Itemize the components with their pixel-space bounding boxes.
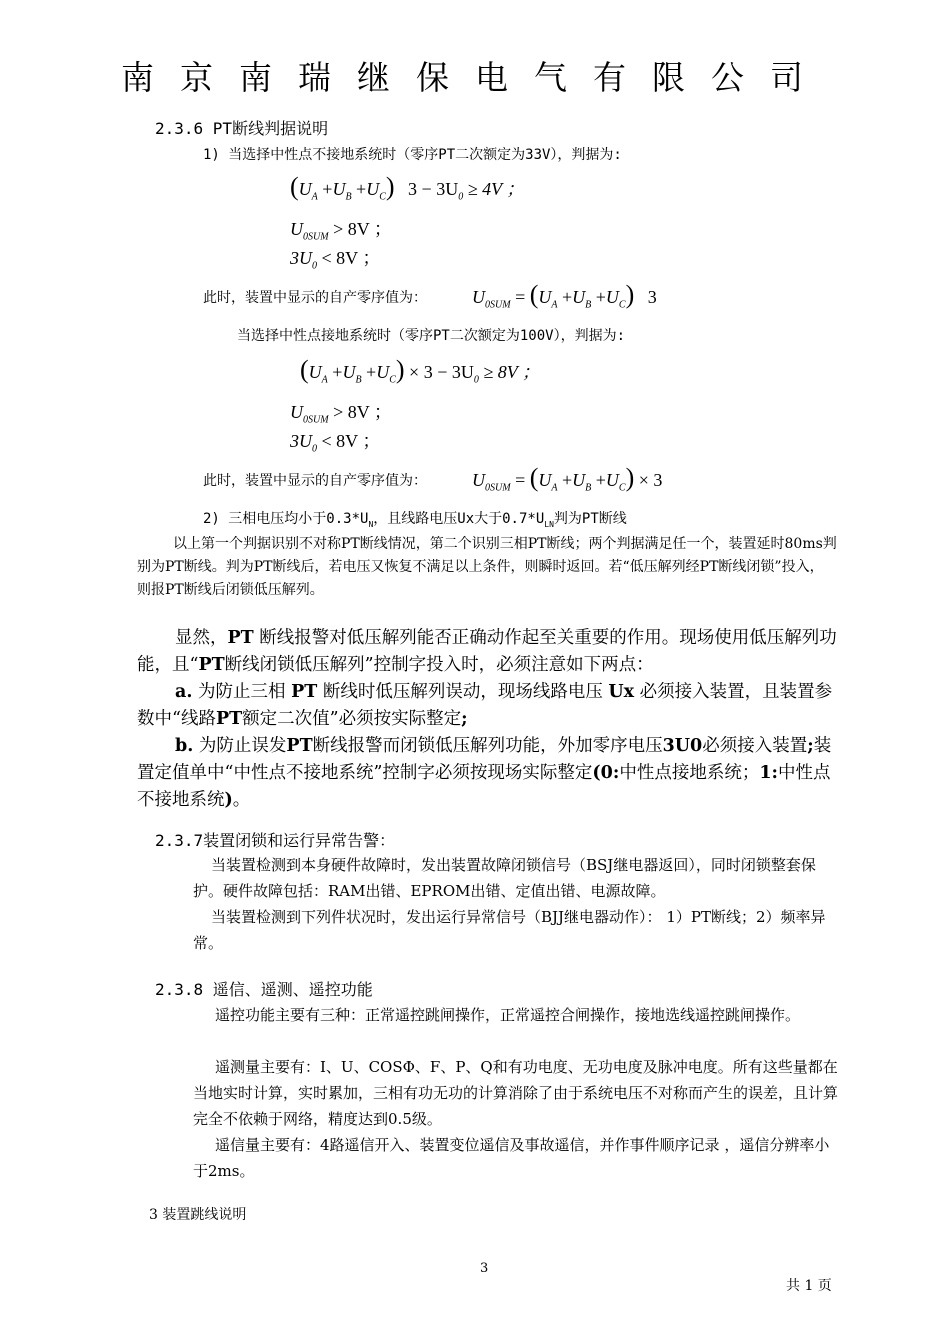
notice-item-b: b. 为防止误发PT断线报警而闭锁低压解列功能，外加零序电压3U0必须接入装置;装置定值单中“中性点不接地系统”控制字必须按现场实际整定(0:中性点接地系统；1:中性点不接地系统)。 (137, 736, 832, 810)
company-header: 南京南瑞继保电气有限公司 (121, 58, 829, 97)
formula-cond2-a: $(U_A +U_B +U_C) \times 3 - 3U_0 \ge 8V$ ； (300, 355, 540, 386)
display-text-2: 此时，装置中显示的自产零序值为： (203, 473, 427, 489)
formula-cond-c: $3U_0 < 8V$ ； (290, 248, 381, 272)
section-2-3-8-paragraph-1: 遥控功能主要有三种：正常遥控跳闸操作，正常遥控合闸操作，接地选线遥控跳闸操作。 (215, 1006, 801, 1024)
formula-cond2-c: $3U_0 < 8V$ ； (290, 431, 381, 455)
formula-cond-a: $(U_A +U_B +U_C)$ $3 - 3U_0 \ge 4V$ ； (290, 172, 525, 203)
item1-intro: 1) 当选择中性点不接地系统时（零序PT二次额定为33V），判据为: (203, 147, 622, 163)
item1b-intro: 当选择中性点接地系统时（零序PT二次额定为100V），判据为: (237, 328, 625, 344)
section-2-3-8-paragraph-3: 遥信量主要有：4路遥信开入、装置变位遥信及事故遥信，并作事件顺序记录 ，遥信分辨率小于2ms。 (193, 1136, 830, 1180)
section-2-3-8-paragraph-2: 遥测量主要有：I、U、COSΦ、F、P、Q和有功电度、无功电度及脉冲电度。所有这些量都在当地实时计算，实时累加，三相有功无功的计算消除了由于系统电压不对称而产生的误差，且计算完全不依赖于网络，精度达到0.5级。 (193, 1058, 839, 1128)
formula-display-1: $U_{0SUM} = (U_A +U_B +U_C)$ 3 (472, 280, 657, 311)
section-heading-2-3-6: 2.3.6 PT断线判据说明 (155, 119, 329, 138)
page-total: 共 1 页 (786, 1278, 832, 1294)
section-2-3-7-paragraph-1: 当装置检测到本身硬件故障时，发出装置故障闭锁信号（BSJ继电器返回），同时闭锁整套保护。硬件故障包括：RAM出错、EPROM出错、定值出错、电源故障。 (193, 856, 816, 900)
section-heading-3: 3 装置跳线说明 (149, 1207, 247, 1223)
page-number: 3 (480, 1261, 489, 1276)
formula-cond-b: $U_{0SUM} > 8V$ ； (290, 219, 392, 243)
formula-cond2-b: $U_{0SUM} > 8V$ ； (290, 402, 392, 426)
section-2-3-6-paragraph: 以上第一个判据识别不对称PT断线情况，第二个识别三相PT断线；两个判据满足任一个，装置延时80ms判别为PT断线。判为PT断线后，若电压又恢复不满足以上条件，则瞬时返回。若“低压解列经PT断线闭锁”投入，则报PT断线后闭锁低压解列。 (137, 536, 837, 598)
notice-paragraph: 显然，PT 断线报警对低压解列能否正确动作起至关重要的作用。现场使用低压解列功能，且“PT断线闭锁低压解列”控制字投入时，必须注意如下两点： (137, 628, 837, 675)
notice-item-a: a. 为防止三相 PT 断线时低压解列误动，现场线路电压 Ux 必须接入装置，且装置参数中“线路PT额定二次值”必须按实际整定; (137, 682, 833, 729)
formula-display-2: $U_{0SUM} = (U_A +U_B +U_C) \times 3$ (472, 463, 663, 494)
section-2-3-7-paragraph-2: 当装置检测到下列件状况时，发出运行异常信号（BJJ继电器动作）： 1）PT断线；2）频率异常。 (193, 908, 826, 952)
display-text-1: 此时，装置中显示的自产零序值为： (203, 290, 427, 306)
section-heading-2-3-8: 2.3.8 遥信、遥测、遥控功能 (155, 980, 373, 999)
item2: 2) 三相电压均小于$0.3*U_N$，且线路电压Ux大于$0.7*U_{LN}$判为PT断线 (203, 511, 627, 529)
section-heading-2-3-7: 2.3.7装置闭锁和运行异常告警： (155, 831, 396, 850)
